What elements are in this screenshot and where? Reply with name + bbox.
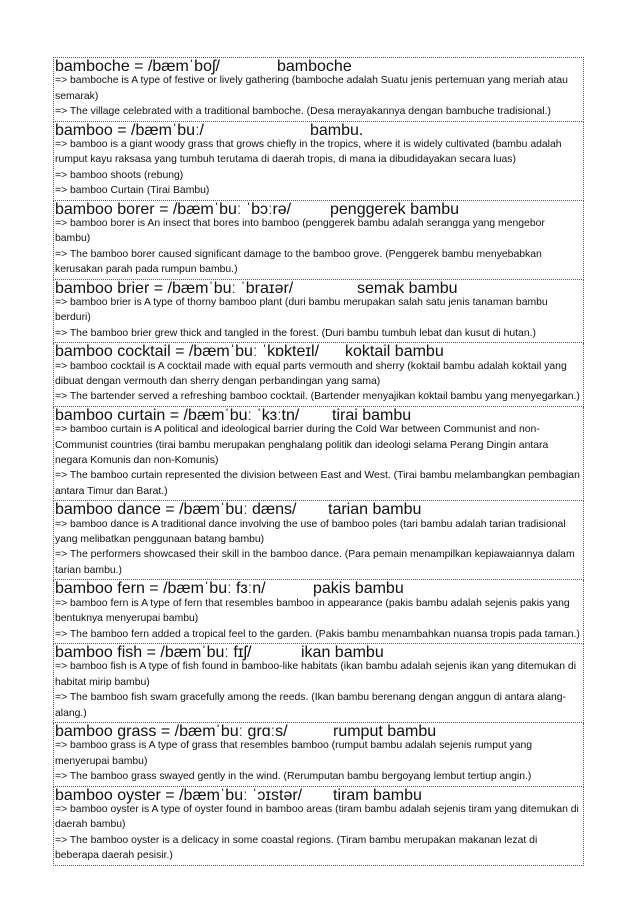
dictionary-entry [53,501,584,580]
entry-line: => The bamboo fish swam gracefully among the reeds. (Ikan bambu berenang dengan anggun di antara alang-alang.) [55,692,567,719]
entry-headword: bamboo cocktail = /bæmˈbuː ˈkɒkteɪl/ [55,343,320,361]
entry-line: => The performers showcased their skill in the bamboo dance. (Para pemain menampilkan kepiawaiannya dalam tarian bambu.) [55,549,575,576]
entry-header [55,343,582,361]
entry-translation: rumput bambu [333,722,437,740]
dictionary-entry [53,57,584,122]
entry-line: => bamboo Curtain (Tirai Bambu) [55,185,210,197]
entry-line: => The bamboo grass swayed gently in the wind. (Rerumputan bambu bergoyang lembut tertiup angin.) [55,771,532,783]
entry-line: => bamboo borer is An insect that bores into bamboo (penggerek bambu adalah serangga yang mengebor bambu) [55,218,545,245]
entry-line: => The bamboo fern added a tropical feel to the garden. (Pakis bambu menambahkan nuansa tropis pada taman.) [55,628,580,640]
entry-line: => The bamboo curtain represented the division between East and West. (Tirai bambu melambangkan pembagian antara Timur dan Barat.) [55,470,580,497]
entry-translation: tarian bambu [328,501,422,519]
entry-line: => bamboo shoots (rebung) [55,169,184,181]
entry-header [55,58,582,73]
dictionary-entry [53,201,584,280]
dictionary-entry [53,580,584,644]
entry-translation: pakis bambu [313,580,404,598]
entry-header [55,407,582,422]
entry-headword: bamboche = /bæmˈboʃ/ [55,58,220,75]
entry-headword: bamboo grass = /bæmˈbuː grɑːs/ [55,722,288,740]
entry-headword: bamboo dance = /bæmˈbuː dæns/ [55,501,297,519]
dictionary-entry [53,122,584,201]
entry-header [55,501,582,519]
dictionary-entry [53,723,584,787]
entry-translation: koktail bambu [345,343,444,361]
entry-header [55,580,582,598]
entry-line: => The bamboo brier grew thick and tangled in the forest. (Duri bambu tumbuh lebat dan kusut di hutan.) [55,327,536,339]
entry-line: => bamboo grass is A type of grass that resembles bamboo (rumput bambu adalah sejenis rumput yang menyerupai bambu) [55,740,533,767]
entry-line: => bamboo is a giant woody grass that grows chiefly in the tropics, where it is widely cultivated (bambu adalah rumput kayu raksasa yang tumbuh terutama di daerah tropis, di mana ia dibudidayakan secara luas) [55,139,562,166]
entry-line: => The bamboo oyster is a delicacy in some coastal regions. (Tiram bambu merupakan makanan lezat di beberapa daerah pesisir.) [55,834,538,862]
entry-headword: bamboo oyster = /bæmˈbuː ˈɔɪstər/ [55,786,303,804]
entry-headword: bamboo curtain = /bæmˈbuː ˈkɜːtn/ [55,406,300,424]
entry-header [55,201,582,216]
entry-line: => bamboo dance is A traditional dance involving the use of bamboo poles (tari bambu adalah tarian tradisional yang melibatkan penggunaan batang bambu) [55,518,566,546]
entry-translation: semak bambu [357,279,458,297]
entry-line: => bamboo cocktail is A cocktail made with equal parts vermouth and sherry (koktail bambu adalah koktail yang dibuat dengan vermouth dan sherry dengan perbandingan yang sama) [55,360,567,388]
entry-line: => The village celebrated with a traditional bamboche. (Desa merayakannya dengan bambuche tradisional.) [55,106,551,118]
entry-line: => bamboo fern is A type of fern that resembles bamboo in appearance (pakis bambu adalah sejenis pakis yang bentuknya menyerupai bambu) [55,597,570,625]
entry-line: => bamboo brier is A type of thorny bamboo plant (duri bambu merupakan salah satu jenis tanaman bambu berduri) [55,297,548,324]
entry-headword: bamboo borer = /bæmˈbuː ˈbɔːrə/ [55,200,292,218]
dictionary-page [53,57,584,866]
entry-translation: ikan bambu [301,643,384,661]
entry-line: => bamboo oyster is A type of oyster found in bamboo areas (tiram bambu adalah sejenis tiram yang ditemukan di daerah bambu) [55,803,579,831]
entry-header [55,644,582,659]
entry-headword: bamboo fish = /bæmˈbuː fɪʃ/ [55,643,252,661]
entry-headword: bamboo brier = /bæmˈbuː ˈbraɪər/ [55,279,294,297]
entry-header [55,122,582,137]
entry-line: => bamboo fish is A type of fish found in bamboo-like habitats (ikan bambu adalah sejenis ikan yang ditemukan di habitat mirip bambu) [55,661,577,688]
entry-line: => bamboo curtain is A political and ideological barrier during the Cold War between Communist and non-Communist countries (tirai bambu merupakan penghalang politik dan ideologi selama Perang Dingin antara negara Komunis dan non-Komunis) [55,424,549,467]
entry-translation: bamboche [277,58,352,75]
entry-headword: bamboo fern = /bæmˈbuː fɜːn/ [55,580,266,598]
entry-translation: penggerek bambu [330,200,459,218]
dictionary-entry [53,644,584,723]
entry-translation: tiram bambu [333,786,422,804]
entry-header [55,723,582,738]
entry-headword: bamboo = /bæmˈbuː/ [55,121,204,139]
entry-line: => The bamboo borer caused significant damage to the bamboo grove. (Penggerek bambu menyebabkan kerusakan parah pada rumpun bambu.) [55,248,542,276]
dictionary-entry [53,343,584,407]
entry-translation: bambu. [310,121,364,139]
entry-translation: tirai bambu [332,406,412,424]
entry-line: => bamboche is A type of festive or lively gathering (bamboche adalah Suatu jenis pertemuan yang meriah atau semarak) [55,75,568,102]
dictionary-entry [53,787,584,866]
entry-header [55,280,582,295]
dictionary-entry [53,407,584,501]
entry-line: => The bartender served a refreshing bamboo cocktail. (Bartender menyajikan koktail bambu yang menyegarkan.) [55,391,580,403]
dictionary-entry [53,280,584,344]
entry-header [55,787,582,802]
